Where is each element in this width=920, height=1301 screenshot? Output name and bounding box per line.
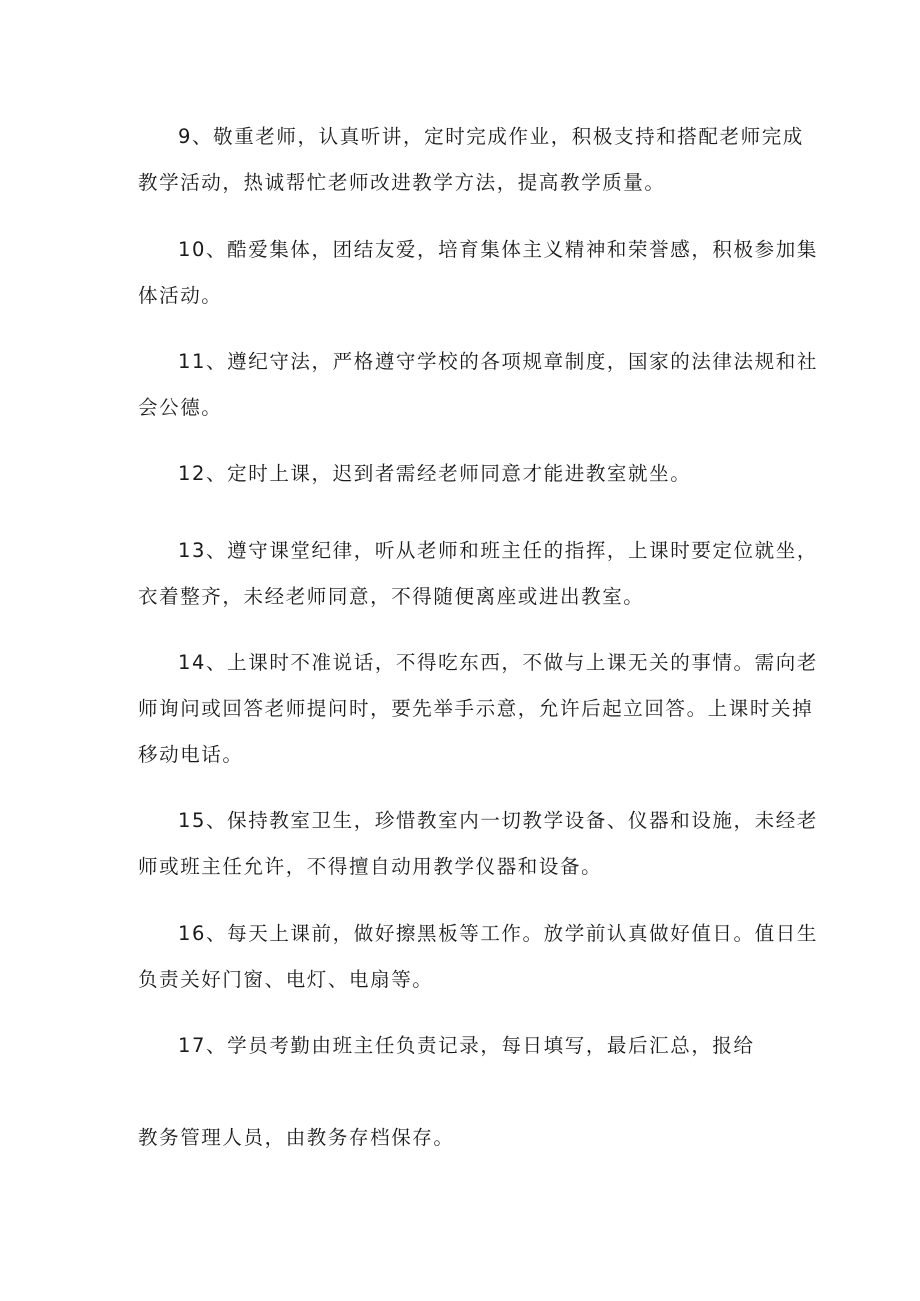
rule-14-line-1: 14、上课时不准说话，不得吃东西，不做与上课无关的事情。需向老 — [178, 651, 818, 674]
rule-11-line-2: 会公德。 — [138, 396, 223, 419]
rule-9-line-2: 教学活动，热诚帮忙老师改进教学方法，提高教学质量。 — [138, 171, 666, 194]
rule-14-line-3: 移动电话。 — [138, 743, 244, 766]
rule-16-line-1: 16、每天上课前，做好擦黑板等工作。放学前认真做好值日。值日生 — [178, 922, 818, 945]
rule-13-line-2: 衣着整齐，未经老师同意，不得随便离座或进出教室。 — [138, 585, 645, 608]
rule-9-line-1: 9、敬重老师，认真听讲，定时完成作业，积极支持和搭配老师完成 — [178, 125, 804, 148]
rule-13-line-1: 13、遵守课堂纪律，听从老师和班主任的指挥，上课时要定位就坐， — [178, 539, 818, 562]
rule-11-line-1: 11、遵纪守法，严格遵守学校的各项规章制度，国家的法律法规和社 — [178, 350, 818, 373]
rule-17-line-1: 17、学员考勤由班主任负责记录，每日填写，最后汇总，报给 — [178, 1034, 755, 1057]
rule-16-line-2: 负责关好门窗、电灯、电扇等。 — [138, 968, 434, 991]
rule-15-line-2: 师或班主任允许，不得擅自动用教学仪器和设备。 — [138, 855, 603, 878]
rule-17-line-2: 教务管理人员，由教务存档保存。 — [138, 1126, 455, 1149]
rule-15-line-1: 15、保持教室卫生，珍惜教室内一切教学设备、仪器和设施，未经老 — [178, 809, 818, 832]
rule-14-line-2: 师询问或回答老师提问时，要先举手示意，允许后起立回答。上课时关掉 — [138, 697, 814, 720]
rule-10-line-1: 10、酷爱集体，团结友爱，培育集体主义精神和荣誉感，积极参加集 — [178, 238, 818, 261]
rule-10-line-2: 体活动。 — [138, 284, 223, 307]
rule-12-line-1: 12、定时上课，迟到者需经老师同意才能进教室就坐。 — [178, 462, 692, 485]
